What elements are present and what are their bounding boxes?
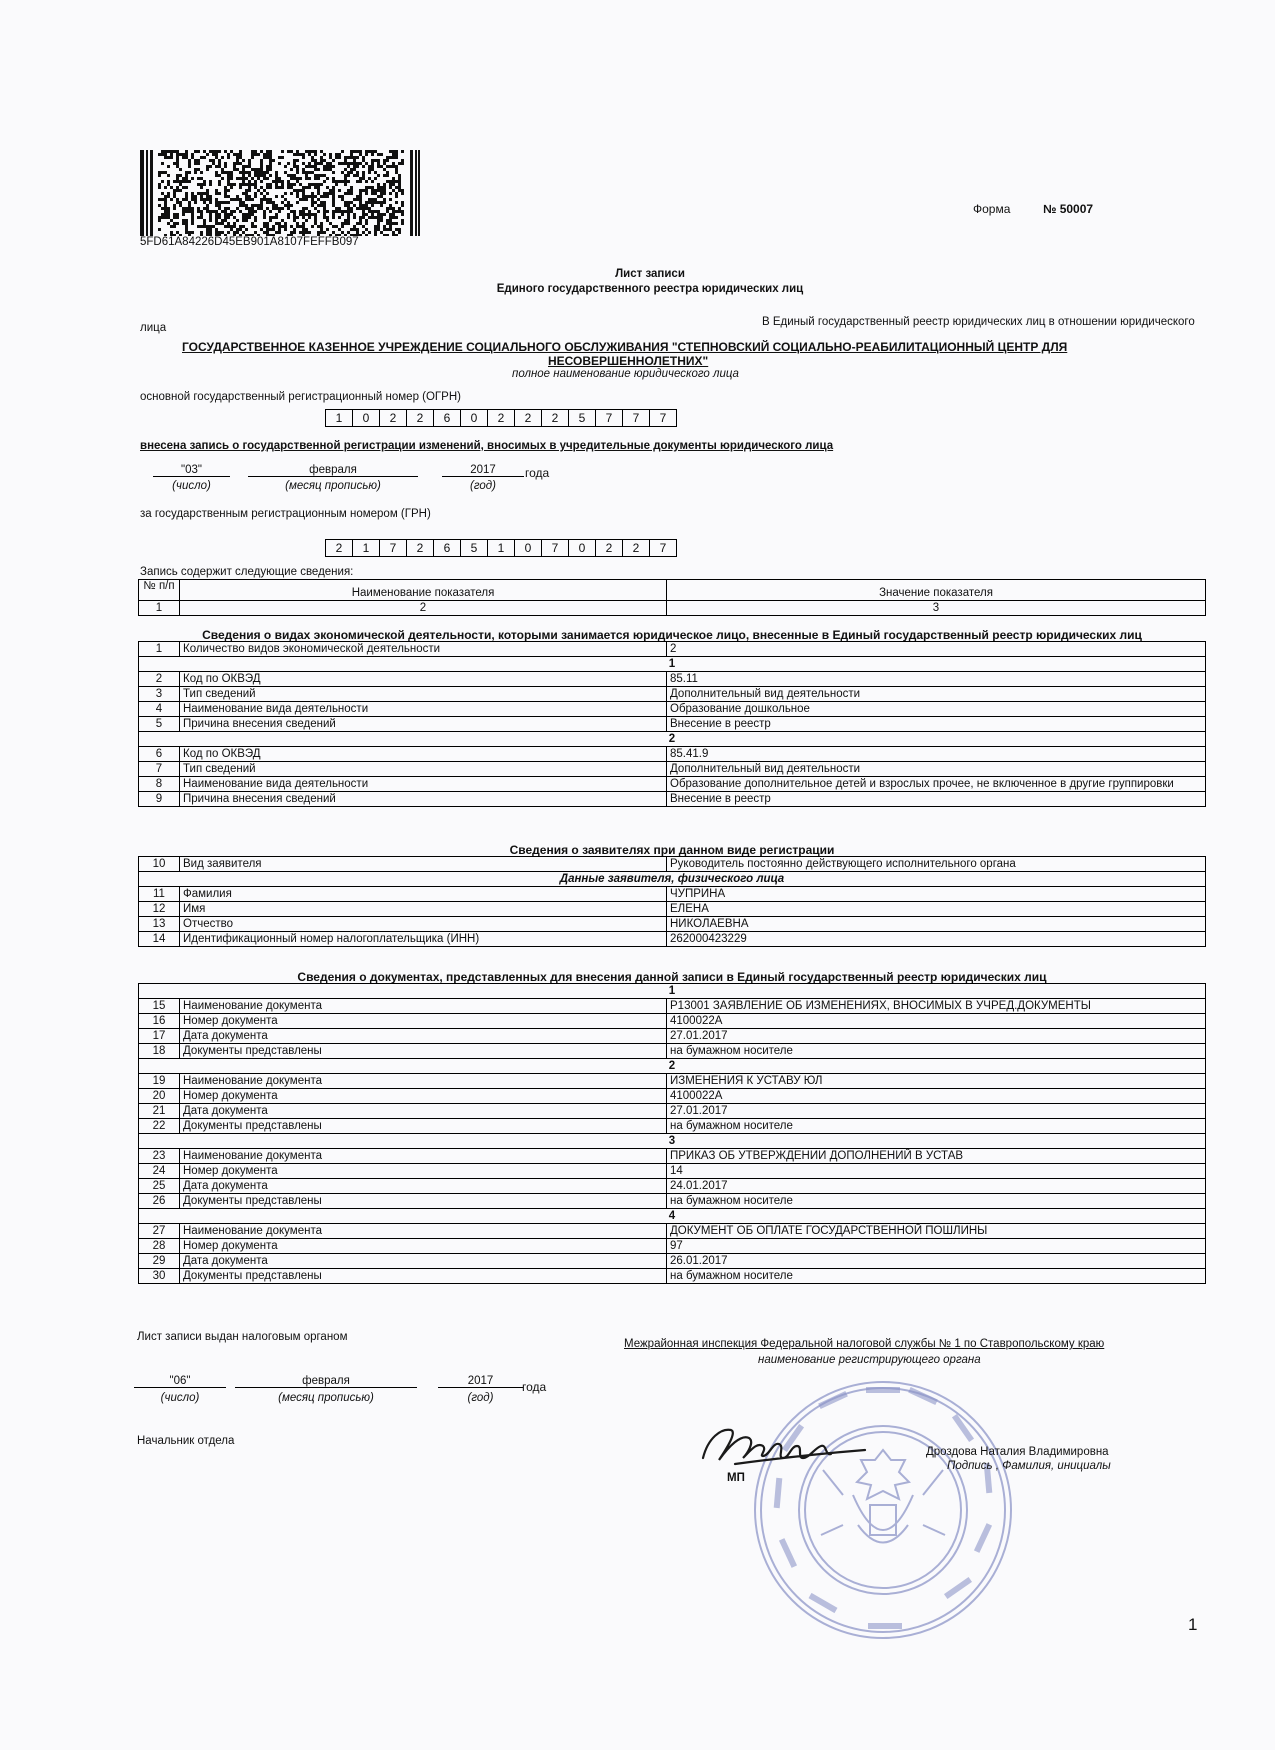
table-row	[139, 777, 1206, 792]
table-row	[139, 642, 1206, 657]
date2-day-caption: (число)	[160, 1392, 200, 1404]
grn-digit: 1	[488, 540, 515, 557]
row-value: Внесение в реестр	[667, 717, 1206, 732]
table-row	[139, 702, 1206, 717]
form-number: № 50007	[1043, 202, 1094, 216]
row-number: 10	[139, 857, 180, 872]
row-number: 17	[139, 1029, 180, 1044]
header-col-name: Наименование показателя	[180, 580, 667, 601]
row-value: 85.11	[667, 672, 1206, 687]
row-value: 26.01.2017	[667, 1254, 1206, 1269]
row-number: 29	[139, 1254, 180, 1269]
row-value: 14	[667, 1164, 1206, 1179]
subgroup-header: 4	[139, 1209, 1206, 1224]
subgroup-header: 2	[139, 732, 1206, 747]
table-row	[139, 1209, 1206, 1224]
row-number: 27	[139, 1224, 180, 1239]
ogrn-digit: 0	[353, 410, 380, 427]
table-row	[139, 872, 1206, 887]
row-value: ЕЛЕНА	[667, 902, 1206, 917]
date1-day: "03"	[153, 464, 230, 477]
row-number: 20	[139, 1089, 180, 1104]
grn-digit: 7	[542, 540, 569, 557]
row-label: Отчество	[180, 917, 667, 932]
row-label: Наименование документа	[180, 1224, 667, 1239]
row-label: Имя	[180, 902, 667, 917]
page-subtitle: Единого государственного реестра юридических лиц	[496, 283, 804, 295]
table-row	[139, 672, 1206, 687]
row-label: Номер документа	[180, 1164, 667, 1179]
row-value: 27.01.2017	[667, 1104, 1206, 1119]
date2-day: "06"	[134, 1375, 226, 1388]
row-value: Дополнительный вид деятельности	[667, 687, 1206, 702]
ogrn-label: основной государственный регистрационный номер (ОГРН)	[140, 391, 461, 403]
row-value: ЧУПРИНА	[667, 887, 1206, 902]
row-label: Тип сведений	[180, 762, 667, 777]
table-row	[139, 657, 1206, 672]
ogrn-digit: 2	[407, 410, 434, 427]
row-number: 9	[139, 792, 180, 807]
row-value: 4100022А	[667, 1089, 1206, 1104]
date1-month-caption: (месяц прописью)	[285, 480, 381, 492]
row-number: 7	[139, 762, 180, 777]
row-value: 262000423229	[667, 932, 1206, 947]
header-num-3: 3	[667, 601, 1206, 616]
row-label: Дата документа	[180, 1029, 667, 1044]
row-value: 97	[667, 1239, 1206, 1254]
row-label: Тип сведений	[180, 687, 667, 702]
grn-digit: 2	[326, 540, 353, 557]
issuing-authority-caption: наименование регистрирующего органа	[758, 1354, 981, 1366]
intro-line1: В Единый государственный реестр юридических лиц в отношении юридического	[762, 316, 1195, 328]
row-label: Дата документа	[180, 1179, 667, 1194]
ogrn-digit: 2	[488, 410, 515, 427]
grn-digit: 6	[434, 540, 461, 557]
ogrn-digits	[325, 409, 677, 427]
row-value: на бумажном носителе	[667, 1119, 1206, 1134]
table-row	[139, 687, 1206, 702]
section2-table	[138, 856, 1206, 947]
row-number: 14	[139, 932, 180, 947]
row-label: Документы представлены	[180, 1044, 667, 1059]
date1-year-caption: (год)	[470, 480, 496, 492]
row-number: 5	[139, 717, 180, 732]
row-value: Р13001 ЗАЯВЛЕНИЕ ОБ ИЗМЕНЕНИЯХ, ВНОСИМЫХ В УЧРЕД.ДОКУМЕНТЫ	[667, 999, 1206, 1014]
official-seal-stamp	[748, 1375, 1018, 1645]
page-number: 1	[1188, 1615, 1198, 1634]
stamp-place-label: МП	[727, 1472, 745, 1484]
row-value: ПРИКАЗ ОБ УТВЕРЖДЕНИИ ДОПОЛНЕНИЙ В УСТАВ	[667, 1149, 1206, 1164]
row-value: НИКОЛАЕВНА	[667, 917, 1206, 932]
table-row	[139, 1089, 1206, 1104]
section1-table	[138, 641, 1206, 807]
table-row	[139, 717, 1206, 732]
row-value: 27.01.2017	[667, 1029, 1206, 1044]
row-number: 28	[139, 1239, 180, 1254]
intro-line2: лица	[140, 322, 167, 334]
section2-title: Сведения о заявителях при данном виде регистрации	[509, 843, 835, 857]
date2-month: февраля	[235, 1375, 417, 1388]
date2-suffix: года	[522, 1380, 547, 1394]
row-label: Наименование документа	[180, 1074, 667, 1089]
row-value: Дополнительный вид деятельности	[667, 762, 1206, 777]
date1-month: февраля	[248, 464, 418, 477]
grn-digit: 2	[407, 540, 434, 557]
date1-suffix: года	[525, 466, 550, 480]
org-name-line2: НЕСОВЕРШЕННОЛЕТНИХ"	[548, 354, 709, 368]
table-row	[139, 1239, 1206, 1254]
row-number: 2	[139, 672, 180, 687]
row-label: Дата документа	[180, 1254, 667, 1269]
row-label: Документы представлены	[180, 1269, 667, 1284]
row-value: ИЗМЕНЕНИЯ К УСТАВУ ЮЛ	[667, 1074, 1206, 1089]
grn-digit: 0	[515, 540, 542, 557]
barcode-image	[140, 150, 420, 236]
row-number: 15	[139, 999, 180, 1014]
header-table	[138, 579, 1206, 616]
ogrn-digit: 7	[623, 410, 650, 427]
row-value: ДОКУМЕНТ ОБ ОПЛАТЕ ГОСУДАРСТВЕННОЙ ПОШЛИНЫ	[667, 1224, 1206, 1239]
ogrn-digit: 2	[515, 410, 542, 427]
row-value: 24.01.2017	[667, 1179, 1206, 1194]
row-number: 12	[139, 902, 180, 917]
signer-caption: Подпись , Фамилия, инициалы	[947, 1460, 1111, 1472]
table-row	[139, 1074, 1206, 1089]
row-value: 85.41.9	[667, 747, 1206, 762]
ogrn-digit: 2	[380, 410, 407, 427]
row-number: 3	[139, 687, 180, 702]
table-row	[139, 1044, 1206, 1059]
entry-text: внесена запись о государственной регистрации изменений, вносимых в учредительные документы юридического лица	[140, 440, 834, 452]
issued-label: Лист записи выдан налоговым органом	[137, 1331, 348, 1343]
row-value: на бумажном носителе	[667, 1044, 1206, 1059]
table-row	[139, 984, 1206, 999]
ogrn-digit: 0	[461, 410, 488, 427]
table-row	[139, 932, 1206, 947]
row-number: 1	[139, 642, 180, 657]
ogrn-digit: 5	[569, 410, 596, 427]
header-col-value: Значение показателя	[667, 580, 1206, 601]
subgroup-header: 1	[139, 657, 1206, 672]
row-value: на бумажном носителе	[667, 1269, 1206, 1284]
row-number: 26	[139, 1194, 180, 1209]
row-label: Дата документа	[180, 1104, 667, 1119]
ogrn-digit: 1	[326, 410, 353, 427]
signer-name: Дроздова Наталия Владимировна	[926, 1446, 1109, 1458]
row-label: Наименование вида деятельности	[180, 702, 667, 717]
date2-month-caption: (месяц прописью)	[278, 1392, 374, 1404]
row-value: Образование дошкольное	[667, 702, 1206, 717]
ogrn-digit: 6	[434, 410, 461, 427]
header-col-number: № п/п	[139, 580, 180, 601]
grn-digits	[325, 539, 677, 557]
table-row	[139, 792, 1206, 807]
grn-digit: 7	[380, 540, 407, 557]
date1-year: 2017	[442, 464, 524, 477]
row-label: Причина внесения сведений	[180, 792, 667, 807]
header-num-1: 1	[139, 601, 180, 616]
table-row	[139, 999, 1206, 1014]
date2-year-caption: (год)	[467, 1392, 494, 1404]
row-number: 23	[139, 1149, 180, 1164]
table-row	[139, 1134, 1206, 1149]
barcode-code: 5FD61A84226D45EB901A8107FEFFB097	[140, 236, 359, 248]
page-title: Лист записи	[615, 268, 685, 280]
row-value: 4100022А	[667, 1014, 1206, 1029]
row-label: Документы представлены	[180, 1194, 667, 1209]
table-row	[139, 1029, 1206, 1044]
table-row	[139, 732, 1206, 747]
org-name-caption: полное наименование юридического лица	[512, 368, 739, 380]
header-num-2: 2	[180, 601, 667, 616]
row-label: Количество видов экономической деятельности	[180, 642, 667, 657]
row-number: 22	[139, 1119, 180, 1134]
row-label: Наименование документа	[180, 1149, 667, 1164]
row-label: Фамилия	[180, 887, 667, 902]
row-label: Вид заявителя	[180, 857, 667, 872]
table-row	[139, 747, 1206, 762]
table-row	[139, 1269, 1206, 1284]
row-label: Причина внесения сведений	[180, 717, 667, 732]
row-label: Номер документа	[180, 1089, 667, 1104]
table-row	[139, 1164, 1206, 1179]
table-row	[139, 1194, 1206, 1209]
subgroup-header: Данные заявителя, физического лица	[139, 872, 1206, 887]
section3-table	[138, 983, 1206, 1284]
table-row	[139, 1254, 1206, 1269]
section3-title: Сведения о документах, представленных для внесения данной записи в Единый государственный реестр юридических лиц	[297, 970, 1047, 984]
table-row	[139, 857, 1206, 872]
grn-label: за государственным регистрационным номером (ГРН)	[140, 508, 431, 520]
row-label: Код по ОКВЭД	[180, 672, 667, 687]
subgroup-header: 2	[139, 1059, 1206, 1074]
row-value: Образование дополнительное детей и взрослых прочее, не включенное в другие группировки	[667, 777, 1206, 792]
table-row	[139, 902, 1206, 917]
row-number: 30	[139, 1269, 180, 1284]
table-row	[139, 1149, 1206, 1164]
row-label: Код по ОКВЭД	[180, 747, 667, 762]
grn-digit: 5	[461, 540, 488, 557]
date1-day-caption: (число)	[172, 480, 211, 492]
handwritten-signature	[695, 1418, 880, 1478]
date2-year: 2017	[438, 1375, 523, 1388]
row-label: Номер документа	[180, 1239, 667, 1254]
grn-digit: 1	[353, 540, 380, 557]
section1-title: Сведения о видах экономической деятельности, которыми занимается юридическое лицо, внесенные в Единый государственный реестр юридических лиц	[202, 628, 1142, 642]
subgroup-header: 3	[139, 1134, 1206, 1149]
row-number: 13	[139, 917, 180, 932]
row-label: Наименование вида деятельности	[180, 777, 667, 792]
row-value: Внесение в реестр	[667, 792, 1206, 807]
row-number: 18	[139, 1044, 180, 1059]
grn-digit: 7	[650, 540, 677, 557]
row-label: Идентификационный номер налогоплательщика (ИНН)	[180, 932, 667, 947]
row-value: на бумажном носителе	[667, 1194, 1206, 1209]
table-row	[139, 1119, 1206, 1134]
subgroup-header: 1	[139, 984, 1206, 999]
row-number: 24	[139, 1164, 180, 1179]
row-number: 4	[139, 702, 180, 717]
signer-role: Начальник отдела	[137, 1435, 235, 1447]
table-row	[139, 1014, 1206, 1029]
grn-digit: 0	[569, 540, 596, 557]
ogrn-digit: 7	[650, 410, 677, 427]
ogrn-digit: 7	[596, 410, 623, 427]
table-row	[139, 762, 1206, 777]
grn-digit: 2	[596, 540, 623, 557]
table-row	[139, 1104, 1206, 1119]
org-name-line1: ГОСУДАРСТВЕННОЕ КАЗЕННОЕ УЧРЕЖДЕНИЕ СОЦИАЛЬНОГО ОБСЛУЖИВАНИЯ "СТЕПНОВСКИЙ СОЦИАЛЬНО-РЕАБИЛИТАЦИОННЫЙ ЦЕНТР ДЛЯ	[182, 340, 1068, 354]
form-label: Форма	[973, 202, 1011, 216]
table-row	[139, 887, 1206, 902]
row-number: 25	[139, 1179, 180, 1194]
row-number: 19	[139, 1074, 180, 1089]
table-row	[139, 1059, 1206, 1074]
row-label: Номер документа	[180, 1014, 667, 1029]
row-value: Руководитель постоянно действующего исполнительного органа	[667, 857, 1206, 872]
row-number: 8	[139, 777, 180, 792]
table-row	[139, 1179, 1206, 1194]
contains-label: Запись содержит следующие сведения:	[140, 566, 354, 578]
row-number: 11	[139, 887, 180, 902]
row-value: 2	[667, 642, 1206, 657]
row-number: 21	[139, 1104, 180, 1119]
table-row	[139, 917, 1206, 932]
grn-digit: 2	[623, 540, 650, 557]
row-label: Наименование документа	[180, 999, 667, 1014]
ogrn-digit: 2	[542, 410, 569, 427]
table-row	[139, 1224, 1206, 1239]
row-number: 16	[139, 1014, 180, 1029]
row-label: Документы представлены	[180, 1119, 667, 1134]
row-number: 6	[139, 747, 180, 762]
issuing-authority: Межрайонная инспекция Федеральной налоговой службы № 1 по Ставропольскому краю	[624, 1338, 1105, 1350]
